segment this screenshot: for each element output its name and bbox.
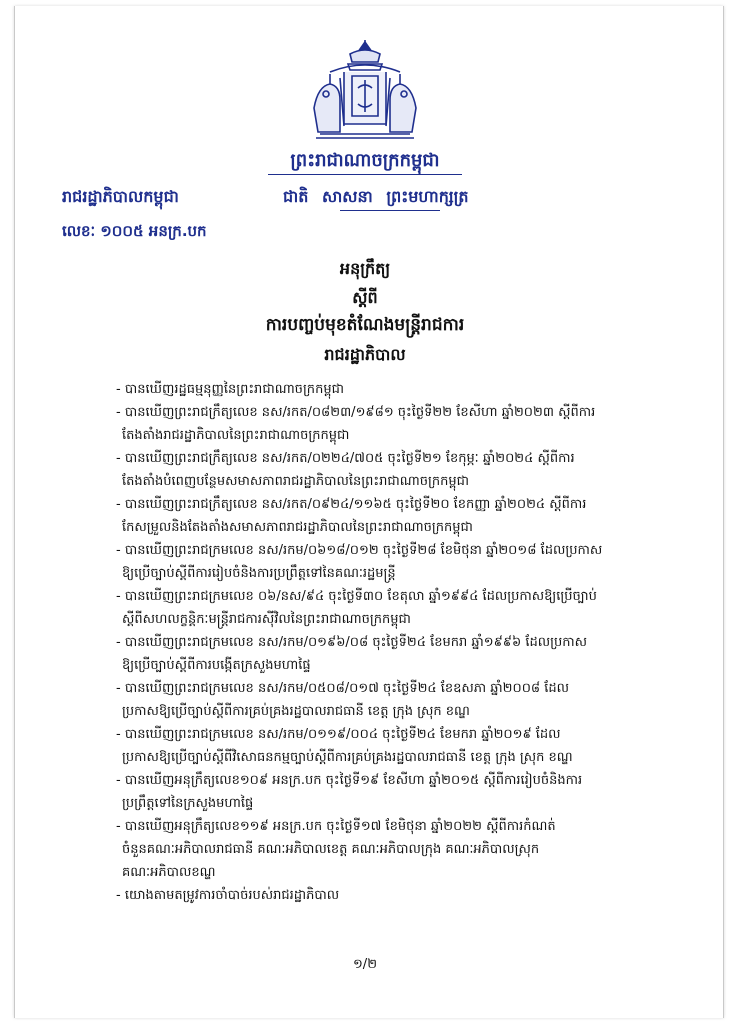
reference-continuation: តែងតាំងរាជរដ្ឋាភិបាលនៃព្រះរាជាណាចក្រកម្ពុជា xyxy=(122,428,350,443)
royal-government-label: រាជរដ្ឋាភិបាលកម្ពុជា xyxy=(62,187,179,206)
legal-reference-item xyxy=(116,769,694,815)
issuing-authority-title: រាជរដ្ឋាភិបាល xyxy=(324,345,406,364)
motto-divider xyxy=(340,210,440,211)
reference-continuation: ប្រព្រឹត្តទៅនៃក្រសួងមហាផ្ទៃ xyxy=(122,796,254,811)
reference-continuation: គណៈអភិបាលខណ្ឌ xyxy=(122,865,216,880)
legal-reference-item xyxy=(116,539,694,585)
legal-reference-item xyxy=(116,585,694,631)
legal-reference-item xyxy=(116,631,694,677)
reference-text: - បានឃើញព្រះរាជក្រមលេខ នស/រកម/០១៩៦/០៨ ចុះថ្ងៃទី២៤ ខែមករា ឆ្នាំ១៩៩៦ ដែលប្រកាស xyxy=(116,635,587,650)
legal-references-list xyxy=(116,378,694,907)
reference-continuation: តែងតាំងបំពេញបន្ថែមសមាសភាពរាជរដ្ឋាភិបាលនៃព្រះរាជាណាចក្រកម្ពុជា xyxy=(122,474,470,489)
legal-reference-item xyxy=(116,677,694,723)
document-about-label: ស្តីពី xyxy=(352,288,378,307)
reference-text: - បានឃើញព្រះរាជក្រមលេខ ០៦/នស/៩៤ ចុះថ្ងៃទី៣០ ខែតុលា ឆ្នាំ១៩៩៤ ដែលប្រកាសឱ្យប្រើច្បាប់ xyxy=(116,589,597,604)
page-number: ១/២ xyxy=(352,957,378,972)
reference-continuation: ឱ្យប្រើច្បាប់ស្តីពីការរៀបចំនិងការប្រព្រឹត្តទៅនៃគណៈរដ្ឋមន្ត្រី xyxy=(122,566,396,581)
document-subject-title: ការបញ្ចប់មុខតំណែងមន្ត្រីរាជការ xyxy=(265,315,465,335)
reference-text: - បានឃើញព្រះរាជក្រឹត្យលេខ នស/រកត/០២២៤/៧០៥ ចុះថ្ងៃទី២១ ខែកុម្ភៈ ឆ្នាំ២០២៤ ស្តីពីការ xyxy=(116,451,575,466)
reference-continuation: ប្រកាសឱ្យប្រើច្បាប់ស្តីពីការគ្រប់គ្រងរដ្ឋបាលរាជធានី ខេត្ត ក្រុង ស្រុក ខណ្ឌ xyxy=(122,704,470,719)
reference-text: - បានឃើញព្រះរាជក្រឹត្យលេខ នស/រកត/០៩២៤/១១៦៥ ចុះថ្ងៃទី២០ ខែកញ្ញា ឆ្នាំ២០២៤ ស្តីពីការ xyxy=(116,497,587,512)
reference-continuation: ចំនួនគណៈអភិបាលរាជធានី គណៈអភិបាលខេត្ត គណៈអភិបាលក្រុង គណៈអភិបាលស្រុក xyxy=(122,842,540,857)
legal-reference-item xyxy=(116,723,694,769)
reference-text: - បានឃើញអនុក្រឹត្យលេខ១០៩ អនក្រ.បក ចុះថ្ងៃទី១៩ ខែសីហា ឆ្នាំ២០១៥ ស្តីពីការរៀបចំនិងការ xyxy=(116,773,583,788)
national-motto: ជាតិ សាសនា ព្រះមហាក្សត្រ xyxy=(283,187,469,206)
legal-reference-item xyxy=(116,401,694,447)
legal-reference-item xyxy=(116,447,694,493)
reference-continuation: ឱ្យប្រើច្បាប់ស្តីពីការបង្កើតក្រសួងមហាផ្ទៃ xyxy=(122,658,311,673)
document-type-title: អនុក្រឹត្យ xyxy=(339,259,391,278)
reference-text: - បានឃើញរដ្ឋធម្មនុញ្ញនៃព្រះរាជាណាចក្រកម្ពុជា xyxy=(116,382,344,397)
royal-arms-emblem-icon xyxy=(300,38,430,142)
kingdom-divider xyxy=(268,174,462,175)
reference-text: - បានឃើញព្រះរាជក្រមលេខ នស/រកម/០៥០៨/០១៧ ចុះថ្ងៃទី២៤ ខែឧសភា ឆ្នាំ២០០៨ ដែល xyxy=(116,681,570,696)
reference-text: - យោងតាមតម្រូវការចាំបាច់របស់រាជរដ្ឋាភិបាល xyxy=(116,888,340,903)
legal-reference-item xyxy=(116,884,694,907)
reference-continuation: កែសម្រួលនិងតែងតាំងសមាសភាពរាជរដ្ឋាភិបាលនៃព្រះរាជាណាចក្រកម្ពុជា xyxy=(122,520,473,535)
legal-reference-item xyxy=(116,815,694,884)
reference-text: - បានឃើញព្រះរាជក្រឹត្យលេខ នស/រកត/០៨២៣/១៩៨១ ចុះថ្ងៃទី២២ ខែសីហា ឆ្នាំ២០២៣ ស្តីពីការ xyxy=(116,405,596,420)
document-number: លេខៈ ១០០៥ អនក្រ.បក xyxy=(62,222,207,240)
legal-reference-item xyxy=(116,378,694,401)
reference-text: - បានឃើញអនុក្រឹត្យលេខ១១៩ អនក្រ.បក ចុះថ្ងៃទី១៧ ខែមិថុនា ឆ្នាំ២០២២ ស្តីពីការកំណត់ xyxy=(116,819,556,834)
reference-continuation: ស្តីពីសហលក្ខន្តិកៈមន្ត្រីរាជការស៊ីវិលនៃព្រះរាជាណាចក្រកម្ពុជា xyxy=(122,612,411,627)
reference-text: - បានឃើញព្រះរាជក្រមលេខ នស/រកម/០៦១៨/០១២ ចុះថ្ងៃទី២៨ ខែមិថុនា ឆ្នាំ២០១៨ ដែលប្រកាស xyxy=(116,543,603,558)
reference-text: - បានឃើញព្រះរាជក្រមលេខ នស/រកម/០១១៩/០០៤ ចុះថ្ងៃទី២៤ ខែមករា ឆ្នាំ២០១៩ ដែល xyxy=(116,727,561,742)
kingdom-name: ព្រះរាជាណាចក្រកម្ពុជា xyxy=(290,150,440,171)
reference-continuation: ប្រកាសឱ្យប្រើច្បាប់ស្តីពីវិសោធនកម្មច្បាប់ស្តីពីការគ្រប់គ្រងរដ្ឋបាលរាជធានី ខេត្ត ក្រុង ស្រុក ខណ្ឌ xyxy=(122,750,573,765)
legal-reference-item xyxy=(116,493,694,539)
